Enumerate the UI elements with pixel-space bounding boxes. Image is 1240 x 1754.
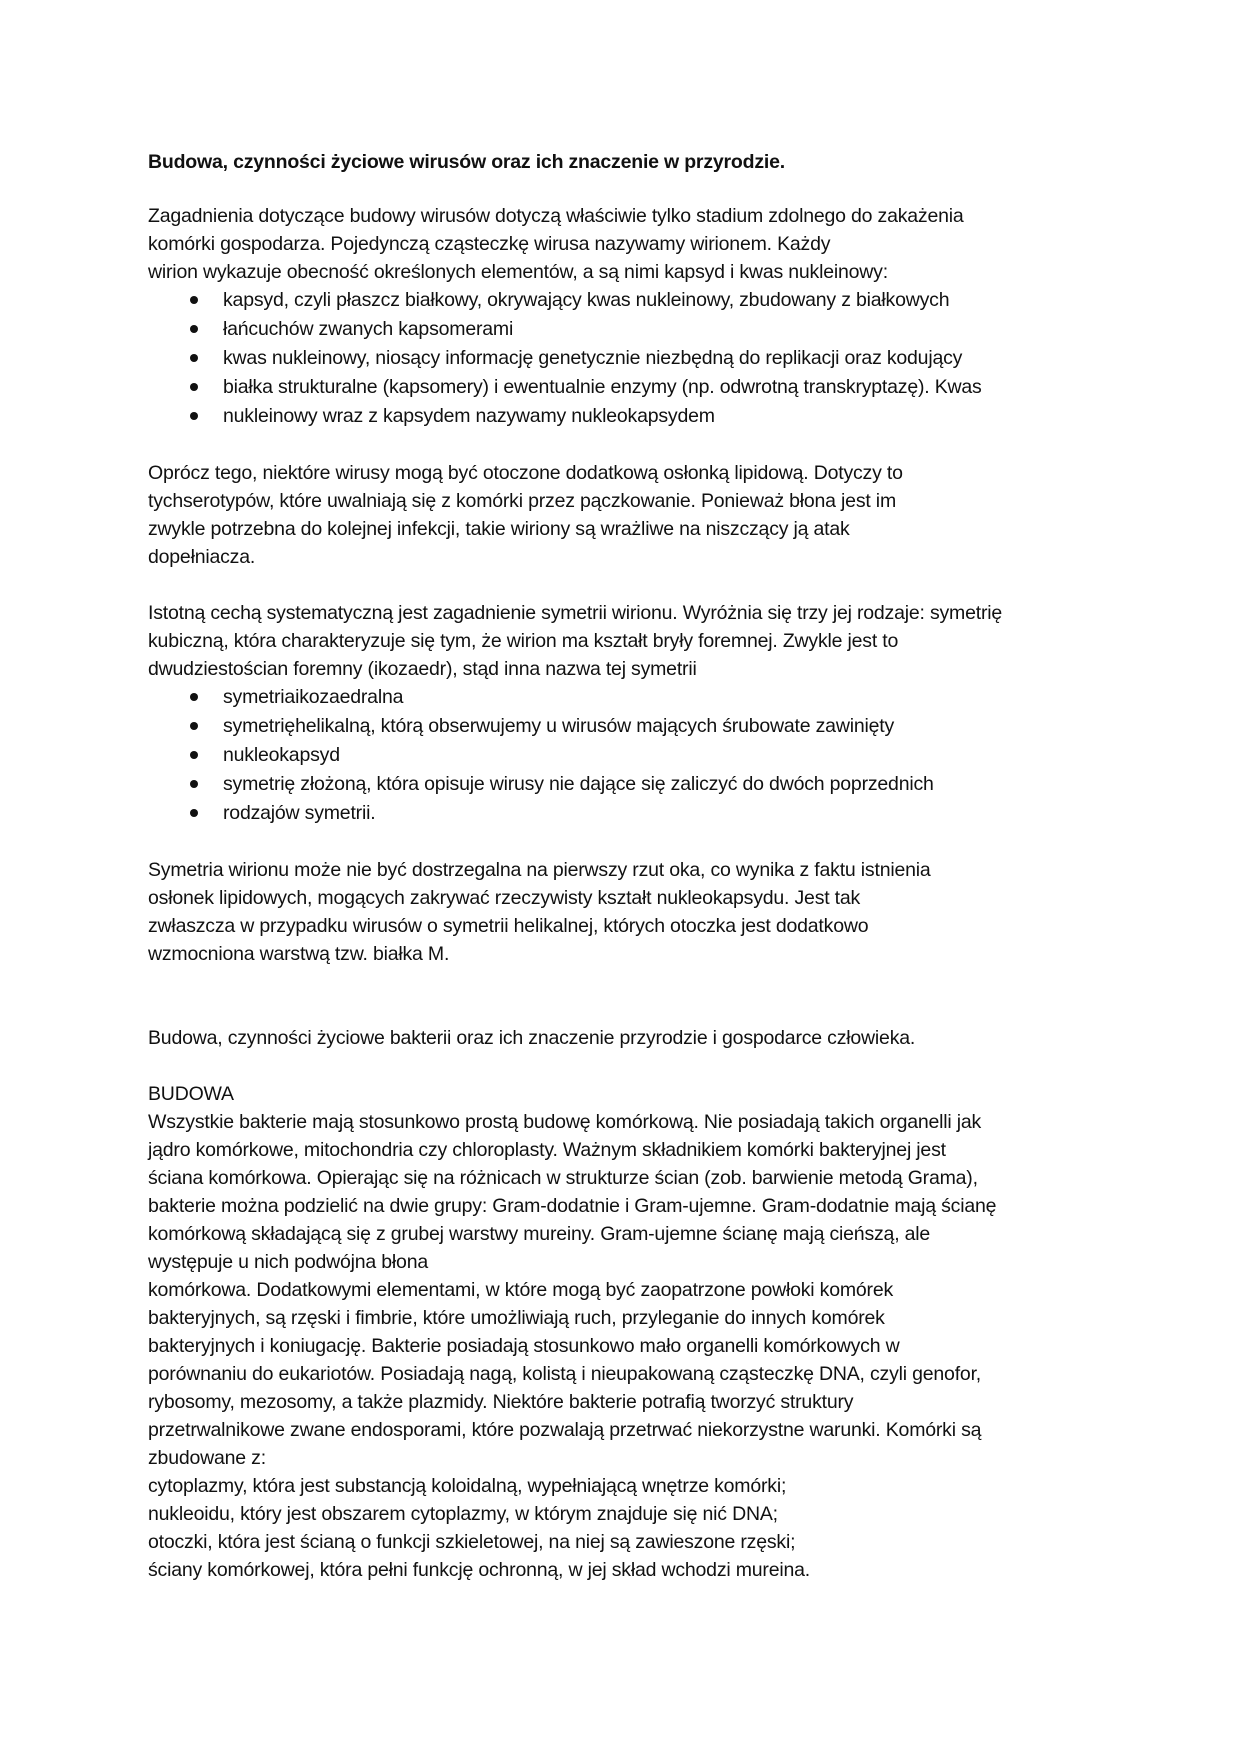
- section1-intro-paragraph: [148, 202, 1108, 286]
- list-item: [148, 402, 1108, 431]
- text-line: zwłaszcza w przypadku wirusów o symetrii helikalnej, których otoczka jest dodatkowo: [148, 915, 869, 937]
- text-line: jądro komórkowe, mitochondria czy chloroplasty. Ważnym składnikiem komórki bakteryjnej jest: [148, 1139, 946, 1161]
- list-item-text: symetriaikozaedralna: [223, 686, 404, 708]
- text-line: ściany komórkowej, która pełni funkcję ochronną, w jej skład wchodzi mureina.: [148, 1559, 810, 1581]
- text-line: rybosomy, mezosomy, a także plazmidy. Niektóre bakterie potrafią tworzyć struktury: [148, 1391, 854, 1413]
- section1-title: Budowa, czynności życiowe wirusów oraz ich znaczenie w przyrodzie.: [148, 151, 785, 173]
- virion-components-list: [148, 286, 1108, 431]
- text-line: bakterie można podzielić na dwie grupy: Gram-dodatnie i Gram-ujemne. Gram-dodatnie mają ścianę: [148, 1195, 997, 1217]
- list-item-text: nukleinowy wraz z kapsydem nazywamy nukleokapsydem: [223, 405, 715, 427]
- bacteria-structure-paragraph: [148, 1108, 1108, 1584]
- list-item-text: łańcuchów zwanych kapsomerami: [223, 318, 514, 340]
- text-line: wzmocniona warstwą tzw. białka M.: [148, 943, 450, 965]
- text-line: kubiczną, która charakteryzuje się tym, że wirion ma kształt bryły foremnej. Zwykle jest to: [148, 630, 899, 652]
- bullet-icon: [190, 751, 198, 759]
- text-line: Wszystkie bakterie mają stosunkowo prostą budowę komórkową. Nie posiadają takich organelli jak: [148, 1111, 982, 1133]
- document-page: [148, 148, 1108, 1584]
- text-line: komórkowa. Dodatkowymi elementami, w które mogą być zaopatrzone powłoki komórek: [148, 1279, 894, 1301]
- bullet-icon: [190, 296, 198, 304]
- list-item-text: nukleokapsyd: [223, 744, 340, 766]
- bullet-icon: [190, 693, 198, 701]
- text-line: wirion wykazuje obecność określonych elementów, a są nimi kapsyd i kwas nukleinowy:: [148, 261, 888, 283]
- text-line: Oprócz tego, niektóre wirusy mogą być otoczone dodatkową osłonką lipidową. Dotyczy to: [148, 462, 903, 484]
- list-item-text: symetrięhelikalną, którą obserwujemy u wirusów mających śrubowate zawinięty: [223, 715, 895, 737]
- list-item-text: kwas nukleinowy, niosący informację genetycznie niezbędną do replikacji oraz kodujący: [223, 347, 963, 369]
- text-line: komórki gospodarza. Pojedynczą cząsteczkę wirusa nazywamy wirionem. Każdy: [148, 233, 831, 255]
- symmetry-types-list: [148, 683, 1108, 828]
- text-line: dwudziestościan foremny (ikozaedr), stąd inna nazwa tej symetrii: [148, 658, 697, 680]
- text-line: bakteryjnych i koniugację. Bakterie posiadają stosunkowo mało organelli komórkowych w: [148, 1335, 900, 1357]
- lipid-envelope-paragraph: [148, 459, 1108, 571]
- list-item: [148, 799, 1108, 828]
- text-line: cytoplazmy, która jest substancją koloidalną, wypełniającą wnętrze komórki;: [148, 1475, 787, 1497]
- text-line: otoczki, która jest ścianą o funkcji szkieletowej, na niej są zawieszone rzęski;: [148, 1531, 796, 1553]
- text-line: komórkową składającą się z grubej warstwy mureiny. Gram-ujemne ścianę mają cieńszą, ale: [148, 1223, 931, 1245]
- section2-subheading: BUDOWA: [148, 1083, 234, 1105]
- list-item: [148, 344, 1108, 373]
- bullet-icon: [190, 354, 198, 362]
- list-item: [148, 683, 1108, 712]
- list-item: [148, 741, 1108, 770]
- bullet-icon: [190, 809, 198, 817]
- text-line: zwykle potrzebna do kolejnej infekcji, takie wiriony są wrażliwe na niszczący ją atak: [148, 518, 850, 540]
- text-line: występuje u nich podwójna błona: [148, 1251, 428, 1273]
- list-item: [148, 373, 1108, 402]
- bullet-icon: [190, 412, 198, 420]
- section2-title: Budowa, czynności życiowe bakterii oraz ich znaczenie przyrodzie i gospodarce człowieka.: [148, 1027, 916, 1049]
- list-item: [148, 770, 1108, 799]
- bullet-icon: [190, 780, 198, 788]
- list-item-text: białka strukturalne (kapsomery) i ewentualnie enzymy (np. odwrotną transkryptazę). Kwas: [223, 376, 982, 398]
- list-item: [148, 315, 1108, 344]
- list-item: [148, 712, 1108, 741]
- text-line: ściana komórkowa. Opierając się na różnicach w strukturze ścian (zob. barwienie metodą Grama),: [148, 1167, 978, 1189]
- text-line: osłonek lipidowych, mogących zakrywać rzeczywisty kształt nukleokapsydu. Jest tak: [148, 887, 861, 909]
- list-item-text: rodzajów symetrii.: [223, 802, 376, 824]
- list-item-text: kapsyd, czyli płaszcz białkowy, okrywający kwas nukleinowy, zbudowany z białkowych: [223, 289, 950, 311]
- text-line: Zagadnienia dotyczące budowy wirusów dotyczą właściwie tylko stadium zdolnego do zakażenia: [148, 205, 964, 227]
- bullet-icon: [190, 383, 198, 391]
- text-line: Symetria wirionu może nie być dostrzegalna na pierwszy rzut oka, co wynika z faktu istnienia: [148, 859, 931, 881]
- symmetry-paragraph: [148, 599, 1108, 683]
- bullet-icon: [190, 722, 198, 730]
- symmetry-visibility-paragraph: [148, 856, 1108, 968]
- list-item: [148, 286, 1108, 315]
- text-line: przetrwalnikowe zwane endosporami, które pozwalają przetrwać niekorzystne warunki. Komórki są: [148, 1419, 982, 1441]
- text-line: bakteryjnych, są rzęski i fimbrie, które umożliwiają ruch, przyleganie do innych komórek: [148, 1307, 885, 1329]
- text-line: dopełniacza.: [148, 546, 256, 568]
- text-line: Istotną cechą systematyczną jest zagadnienie symetrii wirionu. Wyróżnia się trzy jej rodzaje: symetrię: [148, 602, 1003, 624]
- text-line: nukleoidu, który jest obszarem cytoplazmy, w którym znajduje się nić DNA;: [148, 1503, 778, 1525]
- text-line: tychserotypów, które uwalniają się z komórki przez pączkowanie. Ponieważ błona jest im: [148, 490, 896, 512]
- text-line: porównaniu do eukariotów. Posiadają nagą, kolistą i nieupakowaną cząsteczkę DNA, czyli genofor,: [148, 1363, 982, 1385]
- list-item-text: symetrię złożoną, która opisuje wirusy nie dające się zaliczyć do dwóch poprzednich: [223, 773, 934, 795]
- bullet-icon: [190, 325, 198, 333]
- text-line: zbudowane z:: [148, 1447, 266, 1469]
